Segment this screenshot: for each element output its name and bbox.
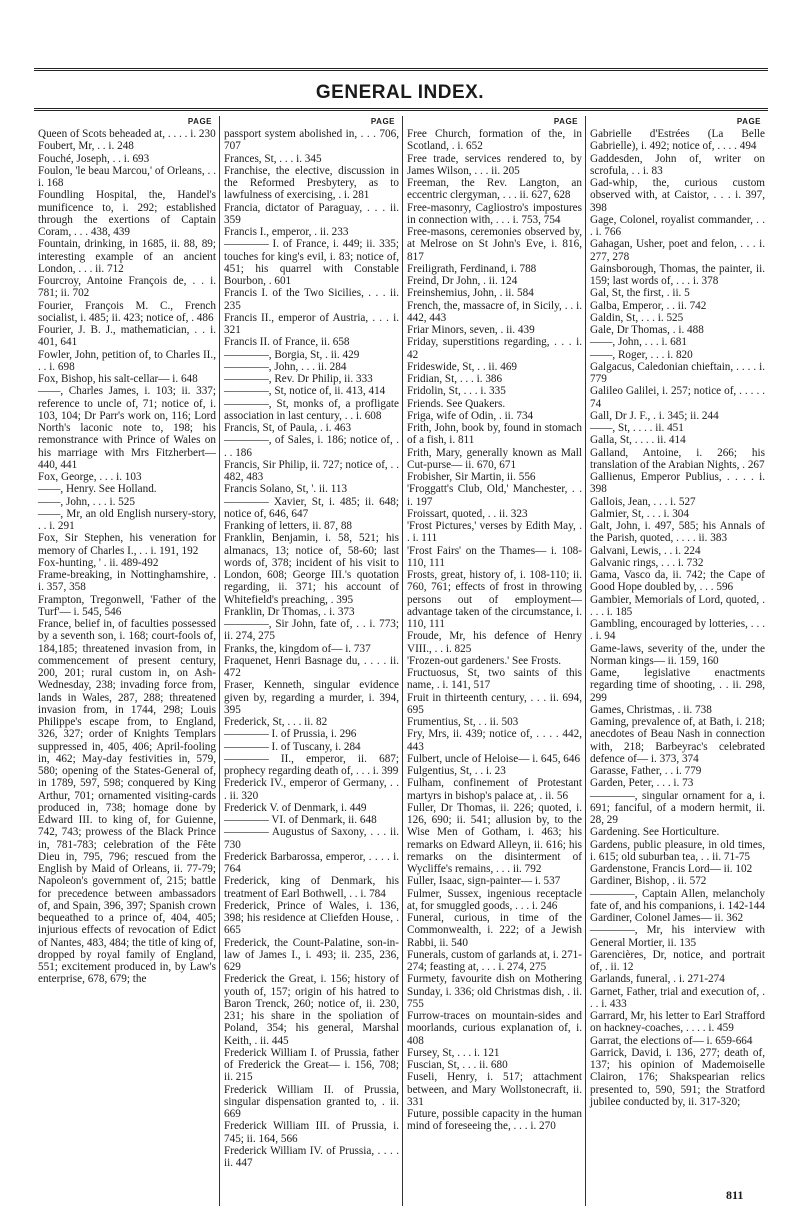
column-entries: Gabrielle d'Estrées (La Belle Gabrielle), i. 492; notice of, . . . . 494 Gaddesden, John of, writer on scrofula, . . i. 83 Gad-whip, the, curious custom observed with, at Caistor, . . . i. 397, 398 Gage, Colonel, royalist commander, . . . i. 766 Gahagan, Usher, poet and felon, . . . i. 277, 278 Gainsborough, Thomas, the painter, ii. 159; last words of, . . . i. 378 Gal, St, the first, . ii. 5 Galba, Emperor, . . ii. 742 Galdin, St, . . . i. 525 Gale, Dr Thomas, . i. 488 ——, John, . . . i. 681 ——, Roger, . . . i. 820 Galgacus, Caledonian chieftain, . . . . i. 779 Galileo Galilei, i. 257; notice of, . . . . . 74 Gall, Dr J. F., . i. 345; ii. 244 ——, St, . . . . ii. 451 Galla, St, . . . . ii. 414 Galland, Antoine, i. 266; his translation of the Arabian Nights, . 267 Gallienus, Emperor Publius, . . . . i. 398 Gallois, Jean, . . . i. 527 Galmier, St, . . . i. 304 Galt, John, i. 497, 585; his Annals of the Parish, quoted, . . . . ii. 383 Galvani, Lewis, . . i. 224 Galvanic rings, . . . i. 732 Gama, Vasco da, ii. 742; the Cape of Good Hope doubled by, . . . 596 Gambier, Memorials of Lord, quoted, . . . . i. 185 Gambling, encouraged by lotteries, . . . . i. 94 Game-laws, severity of the, under the Norman kings— ii. 159, 160 Game, legislative enactments regarding time of shooting, . . ii. 298, 299 Games, Christmas, . ii. 738 Gaming, prevalence of, at Bath, i. 218; anecdotes of Beau Nash in connection with, 218; Barbeyrac's celebrated defence of— i. 373, 374 Garasse, Father, . . i. 779 Garden, Peter, . . . i. 73 ————, singular ornament for a, i. 691; fanciful, of a modern hermit, ii. 28, 29 Gardening. See Horticulture. Gardens, public pleasure, in old times, i. 615; old suburban tea, . . ii. 71-75 Gardenstone, Francis Lord— ii. 102 Gardiner, Bishop, . ii. 572 ————, Captain Allen, melancholy fate of, and his companions, i. 142-144 Gardiner, Colonel James— ii. 362 ————, Mr, his interview with General Mortier, ii. 135 Garencières, Dr, notice, and portrait of, . ii. 12 Garlands, funeral, . i. 271-274 Garnet, Father, trial and execution of, . . . i. 433 Garrard, Mr, his letter to Earl Strafford on hackney-coaches, . . . . i. 459 Garrat, the elections of— i. 659-664 Garrick, David, i. 136, 277; death of, 137; his opinion of Mademoiselle Clairon, 176; Shakspearian relics presented to, 590, 591; the Stratford jubilee conducted by, ii. 317-320; — [590, 128, 765, 1108]
column-page-label: PAGE — [736, 117, 761, 126]
index-column-2 — [219, 116, 402, 1206]
column-entries: Free Church, formation of the, in Scotland, . i. 652 Free trade, services rendered to, by James Wilson, . . . ii. 205 Freeman, the Rev. Langton, an eccentric clergyman, . . . ii. 627, 628 Free-masonry, Cagliostro's impostures in connection with, . . . i. 753, 754 Free-masons, ceremonies observed by, at Melrose on St John's Eve, i. 816, 817 Freiligrath, Ferdinand, i. 788 Freind, Dr John, . ii. 124 Freinshemius, John, . ii. 584 French, the, massacre of, in Sicily, . . i. 442, 443 Friar Minors, seven, . ii. 439 Friday, superstitions regarding, . . . i. 42 Frideswide, St, . . ii. 469 Fridian, St, . . . i. 386 Fridolin, St, . . . i. 335 Friends. See Quakers. Friga, wife of Odin, . ii. 734 Frith, John, book by, found in stomach of a fish, i. 811 Frith, Mary, generally known as Mall Cut-purse— ii. 670, 671 Frobisher, Sir Martin, ii. 556 'Froggatt's Club, Old,' Manchester, . . i. 197 Froissart, quoted, . . ii. 323 'Frost Pictures,' verses by Edith May, . . i. 111 'Frost Fairs' on the Thames— i. 108-110, 111 Frosts, great, history of, i. 108-110; ii. 760, 761; effects of frost in throwing persons out of employment—advantage taken of the circumstance, i. 110, 111 Froude, Mr, his defence of Henry VIII., . . i. 825 'Frozen-out gardeners.' See Frosts. Fructuosus, St, two saints of this name, . i. 141, 517 Fruit in thirteenth century, . . . ii. 694, 695 Frumentius, St, . . ii. 503 Fry, Mrs, ii. 439; notice of, . . . . 442, 443 Fulbert, uncle of Heloise— i. 645, 646 Fulgentius, St, . . i. 23 Fulham, confinement of Protestant martyrs in bishop's palace at, . ii. 56 Fuller, Dr Thomas, ii. 226; quoted, i. 126, 690; ii. 541; allusion by, to the Wise Men of Gotham, i. 463; his remarks on Edward Alleyn, ii. 616; his remarks on the disinterment of Wycliffe's remains, . . . ii. 792 Fuller, Isaac, sign-painter— i. 537 Fulmer, Sussex, ingenious receptacle at, for smuggled goods, . . . i. 246 Funeral, curious, in time of the Commonwealth, i. 222; of a Jewish Rabbi, ii. 540 Funerals, custom of garlands at, i. 271-274; feasting at, . . . i. 274, 275 Furmety, favourite dish on Mothering Sunday, i. 336; old Christmas dish, . ii. 755 Furrow-traces on mountain-sides and moorlands, curious explanation of, i. 408 Fursey, St, . . . i. 121 Fuscian, St, . . . ii. 680 Fuseli, Henry, i. 517; attachment between, and Mary Wollstonecraft, ii. 331 Future, possible capacity in the human mind of foreseeing the, . . . i. 270 — [407, 128, 582, 1133]
column-page-label: PAGE — [553, 117, 578, 126]
page-title: GENERAL INDEX. — [315, 82, 485, 103]
top-rule — [34, 68, 768, 71]
column-entries: Queen of Scots beheaded at, . . . . i. 230 Foubert, Mr, . . i. 248 Fouché, Joseph, . . i. 693 Foulon, 'le beau Marcou,' of Orleans, . . i. 168 Foundling Hospital, the, Handel's munificence to, i. 292; established through the exertions of Captain Coram, . . . 438, 439 Fountain, drinking, in 1685, ii. 88, 89; interesting example of an ancient London, . . . ii. 712 Fourcroy, Antoine François de, . . i. 781; ii. 702 Fourier, François M. C., French socialist, i. 485; ii. 423; notice of, . 486 Fourier, J. B. J., mathematician, . . i. 401, 641 Fowler, John, petition of, to Charles II., . . i. 698 Fox, Bishop, his salt-cellar— i. 648 ——, Charles James, i. 103; ii. 337; reference to uncle of, 71; notice of, i. 103, 104; Dr Parr's work on, 116; Lord North's laconic note to, 198; his remonstrance with Prince of Wales on his marriage with Mrs Fitzherbert— 440, 441 Fox, George, . . . i. 103 ——, Henry. See Holland. ——, John, . . . i. 525 ——, Mr, an old English nursery-story, . . i. 291 Fox, Sir Stephen, his veneration for memory of Charles I., . . i. 191, 192 Fox-hunting, ' . ii. 489-492 Frame-breaking, in Nottinghamshire, . i. 357, 358 Frampton, Tregonwell, 'Father of the Turf'— i. 545, 546 France, belief in, of faculties possessed by a seventh son, i. 168; court-fools of, 184,185; threatened invasion from, in commencement of present century, 200, 201; rural custom in, on Ash-Wednesday, 238; invading force from, lands in Wales, 287, 288; threatened invasion from, in 1744, 298; Louis Philippe's escape from, to England, 326, 327; order of Knights Templars suppressed in, 405, 406; April-fooling in, 462; May-day festivities in, 579, 580; opening of the States-General of, in 1789, 597, 598; conquered by King Arthur, 701; ornamented visiting-cards produced in, 738; homage done by Edward III. to king of, for Guienne, 742, 743; prowess of the Black Prince in, 781-783; celebration of the Fête Dieu in, 795, 796; rescued from the English by Maid of Orleans, ii. 77-79; Napoleon's government of, 215; battle for precedence between ambassadors of, and Spain, 396, 397; Spanish crown bequeathed to a prince of, 404, 405; injurious effects of revocation of Edict of Nantes, 483, 484; the title of king of, dropped by royal family of England, 551; excitement produced in, by Law's enterprise, 678, 679; the — [38, 128, 216, 986]
index-column-1 — [36, 116, 219, 1206]
column-entries: passport system abolished in, . . . 706, 707 Frances, St, . . . i. 345 Franchise, the elective, discussion in the Reformed Presbytery, as to lawfulness of exercising, . i. 281 Francia, dictator of Paraguay, . . . ii. 359 Francis I., emperor, . ii. 233 ———— I. of France, i. 449; ii. 335; touches for king's evil, i. 83; notice of, 451; his quarrel with Constable Bourbon, . 601 Francis I. of the Two Sicilies, . . . ii. 235 Francis II., emperor of Austria, . . . i. 321 Francis II. of France, ii. 658 ————, Borgia, St, . ii. 429 ————, John, . . . ii. 284 ————, Rev. Dr Philip, ii. 333 ————, St, notice of, ii. 413, 414 ————, St, monks of, a profligate association in last century, . . i. 608 Francis, St, of Paula, . i. 463 ————, of Sales, i. 186; notice of, . . . 186 Francis, Sir Philip, ii. 727; notice of, . . 482, 483 Francis Solano, St, '. ii. 113 ———— Xavier, St, i. 485; ii. 648; notice of, 646, 647 Franking of letters, ii. 87, 88 Franklin, Benjamin, i. 58, 521; his almanacs, 13; notice of, 58-60; last words of, 378; incident of his visit to London, 608; George III.'s quotation regarding, ii. 371; his account of Whitefield's preaching, . 395 Franklin, Dr Thomas, . i. 373 ————, Sir John, fate of, . . i. 773; ii. 274, 275 Franks, the, kingdom of— i. 737 Fraquenet, Henri Basnage du, . . . . ii. 472 Fraser, Kenneth, singular evidence given by, regarding a murder, i. 394, 395 Frederick, St, . . . ii. 82 ———— I. of Prussia, i. 296 ———— I. of Tuscany, i. 284 ———— II., emperor, ii. 687; prophecy regarding death of, . . . i. 399 Frederick IV., emperor of Germany, . . . ii. 320 Frederick V. of Denmark, i. 449 ———— VI. of Denmark, ii. 648 ———— Augustus of Saxony, . . . ii. 730 Frederick Barbarossa, emperor, . . . . i. 764 Frederick, king of Denmark, his treatment of Earl Bothwell, . . i. 784 Frederick, Prince of Wales, i. 136, 398; his residence at Cliefden House, . 665 Frederick, the Count-Palatine, son-in-law of James I., i. 493; ii. 235, 236, 629 Frederick the Great, i. 156; history of youth of, 157; origin of his hatred to Baron Trenck, 260; notice of, ii. 230, 231; his share in the spoliation of Poland, 354; his general, Marshal Keith, . ii. 445 Frederick William I. of Prussia, father of Frederick the Great— i. 156, 708; ii. 215 Frederick William II. of Prussia, singular dispensation granted to, . ii. 669 Frederick William III. of Prussia, i. 745; ii. 164, 566 Frederick William IV. of Prussia, . . . . ii. 447 — [224, 128, 399, 1169]
index-column-4 — [585, 116, 768, 1206]
page-number: 811 — [726, 1188, 744, 1202]
column-page-label: PAGE — [370, 117, 395, 126]
index-column-3 — [402, 116, 585, 1206]
column-page-label: PAGE — [187, 117, 212, 126]
index-columns — [36, 116, 768, 1206]
header-rule — [34, 108, 768, 111]
